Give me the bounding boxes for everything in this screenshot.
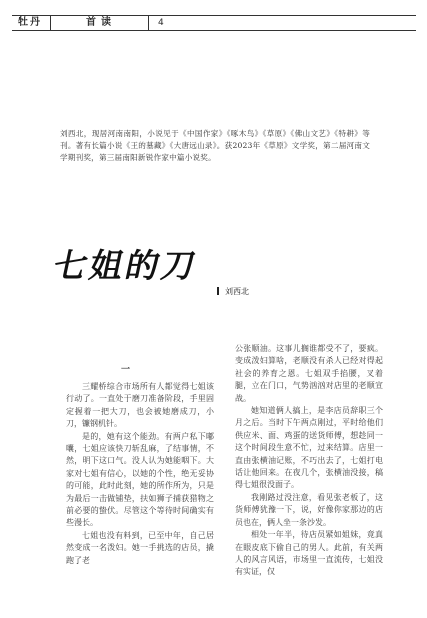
paragraph: 公张顺油。这事儿搁谁都受不了，要疯。变成泼妇算啥，老顺没有杀人已经对得起社会的养育之恩。七姐双手掐腰，叉着腿，立在门口，气势汹汹对店里的老顺宣战。 (235, 344, 383, 403)
byline (217, 287, 249, 297)
column-name: 首读 (86, 17, 116, 28)
paragraph: 她知道俩人搞上，是李店员辞职三个月之后。当时下午两点刚过，平时给他们供应米、面、鸡蛋的送货师傅，想趁同一这个时间段生意不忙，过来结算。店里一直由张横油记账，不巧出去了，七姐打电话让他回来。在夜几个，张横油没接，稿得七姐很没面子。 (235, 406, 383, 490)
article-title: 七姐的刀 (49, 246, 203, 285)
section-number: 一 (121, 365, 131, 375)
text-column-right (235, 343, 383, 579)
author-name: 刘西北 (225, 287, 249, 296)
paragraph: 七姐也没有料到，已至中年，自己居然变成一名泼妇。她一手挑选的店员，撬跑了老 (66, 530, 214, 565)
page-header (12, 15, 416, 31)
header-divider (50, 16, 51, 30)
paragraph: 我刚路过没注意，看见张老板了，这货师傅犹豫一下，说，好像你家那边的店员也在，俩人坐一条沙发。 (235, 492, 383, 527)
author-bio: 刘西北，现居河南南阳，小说见于《中国作家》《啄木鸟》《草原》《佛山文艺》《特耕》等刊。著有长篇小说《王的墓藏》《大唐远山录》。获2023年《草原》文学奖，第二届河南文学期刊奖，第三届南阳新锐作家中篇小说奖。 (60, 129, 370, 162)
byline-bar (217, 287, 219, 295)
paragraph: 三耀桥综合市场所有人都觉得七姐该行动了。一直处于磨刀准备阶段，手里固定握着一把大刀，也会被她磨成刀，小刀，镰钢机针。 (66, 382, 214, 429)
paragraph: 相处一年半，待店员紧如姐妹，竟真在眼皮底下偷自己的男人。此前，有关两人的风言风语，市场里一直流传，七姐没有实证，仅 (235, 530, 383, 577)
magazine-name: 牡丹 (18, 17, 42, 28)
text-column-left (66, 381, 214, 567)
header-divider (148, 16, 149, 30)
page-number: 4 (158, 18, 164, 28)
paragraph: 是的，她有这个能劲。有两户私下嘟囔，七姐应该快刀斩乱麻，了结事情，不然，明下这口气。没人认为她能咽下。大家对七姐有信心，以她的个性，绝无妥协的可能，此时此刻，她的所作所为，只是为最后一击做铺垫，扶如狮子捕获猎物之前必要的蛰伏。尽管这个等待时间确实有些漫长。 (66, 431, 214, 528)
